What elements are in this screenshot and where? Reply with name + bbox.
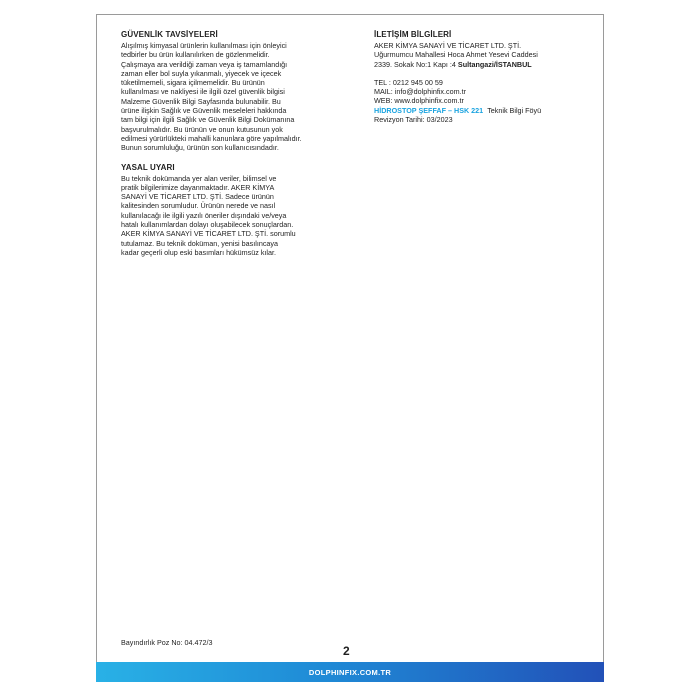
address-street: 2339. Sokak No:1 Kapı :4	[374, 59, 458, 69]
email-address: MAIL: info@dolphinfix.com.tr	[374, 87, 466, 97]
legal-line: AKER KİMYA SANAYİ VE TİCARET LTD. ŞTİ. sorumlu	[121, 229, 296, 239]
safety-line: kullanılması ve nakliyesi ile ilgili özel güvenlik bilgisi	[121, 87, 285, 97]
safety-title: GÜVENLİK TAVSİYELERİ	[121, 30, 218, 39]
product-line	[374, 106, 589, 115]
safety-line: Bunun sorumluluğu, ürünün son kullanıcısındadır.	[121, 143, 279, 153]
footer-website-link[interactable]: DOLPHINFIX.COM.TR	[308, 667, 392, 677]
poz-number: Bayındırlık Poz No: 04.472/3	[121, 638, 213, 647]
legal-line: hatalı kullanımlardan dolayı oluşabilecek sonuçlardan.	[121, 220, 294, 230]
page-number: 2	[343, 644, 350, 658]
safety-line: Çalışmaya ara verildiği zaman veya iş tamamlandığı	[121, 59, 288, 69]
legal-line: kullanılacağı ile ilgili yazılı öneriler dışındaki ve/veya	[121, 210, 287, 220]
safety-line: zaman eller bol suyla yıkanmalı, yiyecek ve içecek	[121, 68, 282, 78]
legal-line: kalitesinden sorumludur. Ürünün nerede ve nasıl	[121, 201, 276, 211]
safety-line: ürüne ilişkin Sağlık ve Güvenlik meseleleri hakkında	[121, 106, 287, 116]
legal-line: tutulamaz. Bu teknik doküman, yenisi basılıncaya	[121, 238, 279, 248]
safety-line: Malzeme Güvenlik Bilgi Sayfasında bulunabilir. Bu	[121, 96, 281, 106]
document-type: Teknik Bilgi Föyü	[487, 105, 542, 115]
safety-line: tedbirler bu ürün kullanılırken de gözlenmelidir.	[121, 50, 270, 60]
legal-line: SANAYİ VE TİCARET LTD. ŞTİ. Sadece ürünün	[121, 192, 274, 202]
document-page	[96, 14, 604, 680]
product-name: HİDROSTOP ŞEFFAF – HSK 221	[374, 105, 484, 115]
legal-line: kadar geçerli olup eski basımları hükümsüz kılar.	[121, 247, 276, 257]
legal-line: pratik bilgilerimize dayanmaktadır. AKER KİMYA	[121, 182, 275, 192]
safety-line: edilmesi yürürlükteki mahalli kanunlara göre yapılmalıdır.	[121, 133, 302, 143]
footer-band	[96, 662, 604, 682]
legal-paragraph	[121, 174, 357, 258]
phone-number: TEL : 0212 945 00 59	[374, 77, 443, 87]
address-line-2	[374, 60, 589, 69]
safety-line: Alışılmış kimyasal ürünlerin kullanılması için önleyici	[121, 41, 287, 50]
legal-line: Bu teknik dokümanda yer alan veriler, bilimsel ve	[121, 173, 277, 183]
safety-line: başvurulmalıdır. Bu ürünün ve onun kutusunun yok	[121, 124, 283, 134]
revision-date: Revizyon Tarihi: 03/2023	[374, 115, 453, 125]
right-column	[374, 30, 589, 124]
safety-paragraph	[121, 41, 357, 153]
safety-line: tüketilmemeli, sigara içilmemelidir. Bu ürünün	[121, 78, 265, 88]
contact-details	[374, 78, 589, 124]
address-line-1: Uğurmumcu Mahallesi Hoca Ahmet Yesevi Caddesi	[374, 50, 538, 60]
safety-line: tam bilgi için ilgili Sağlık ve Güvenlik Bilgi Dokümanına	[121, 115, 295, 125]
address-city: Sultangazi/İSTANBUL	[457, 59, 532, 69]
website-address: WEB: www.dolphinfix.com.tr	[374, 96, 464, 106]
contact-title: İLETİŞİM BİLGİLERİ	[374, 30, 452, 39]
company-name: AKER KİMYA SANAYİ VE TİCARET LTD. ŞTİ.	[374, 41, 522, 50]
legal-title: YASAL UYARI	[121, 162, 175, 172]
left-column	[121, 30, 357, 257]
contact-block	[374, 41, 589, 69]
